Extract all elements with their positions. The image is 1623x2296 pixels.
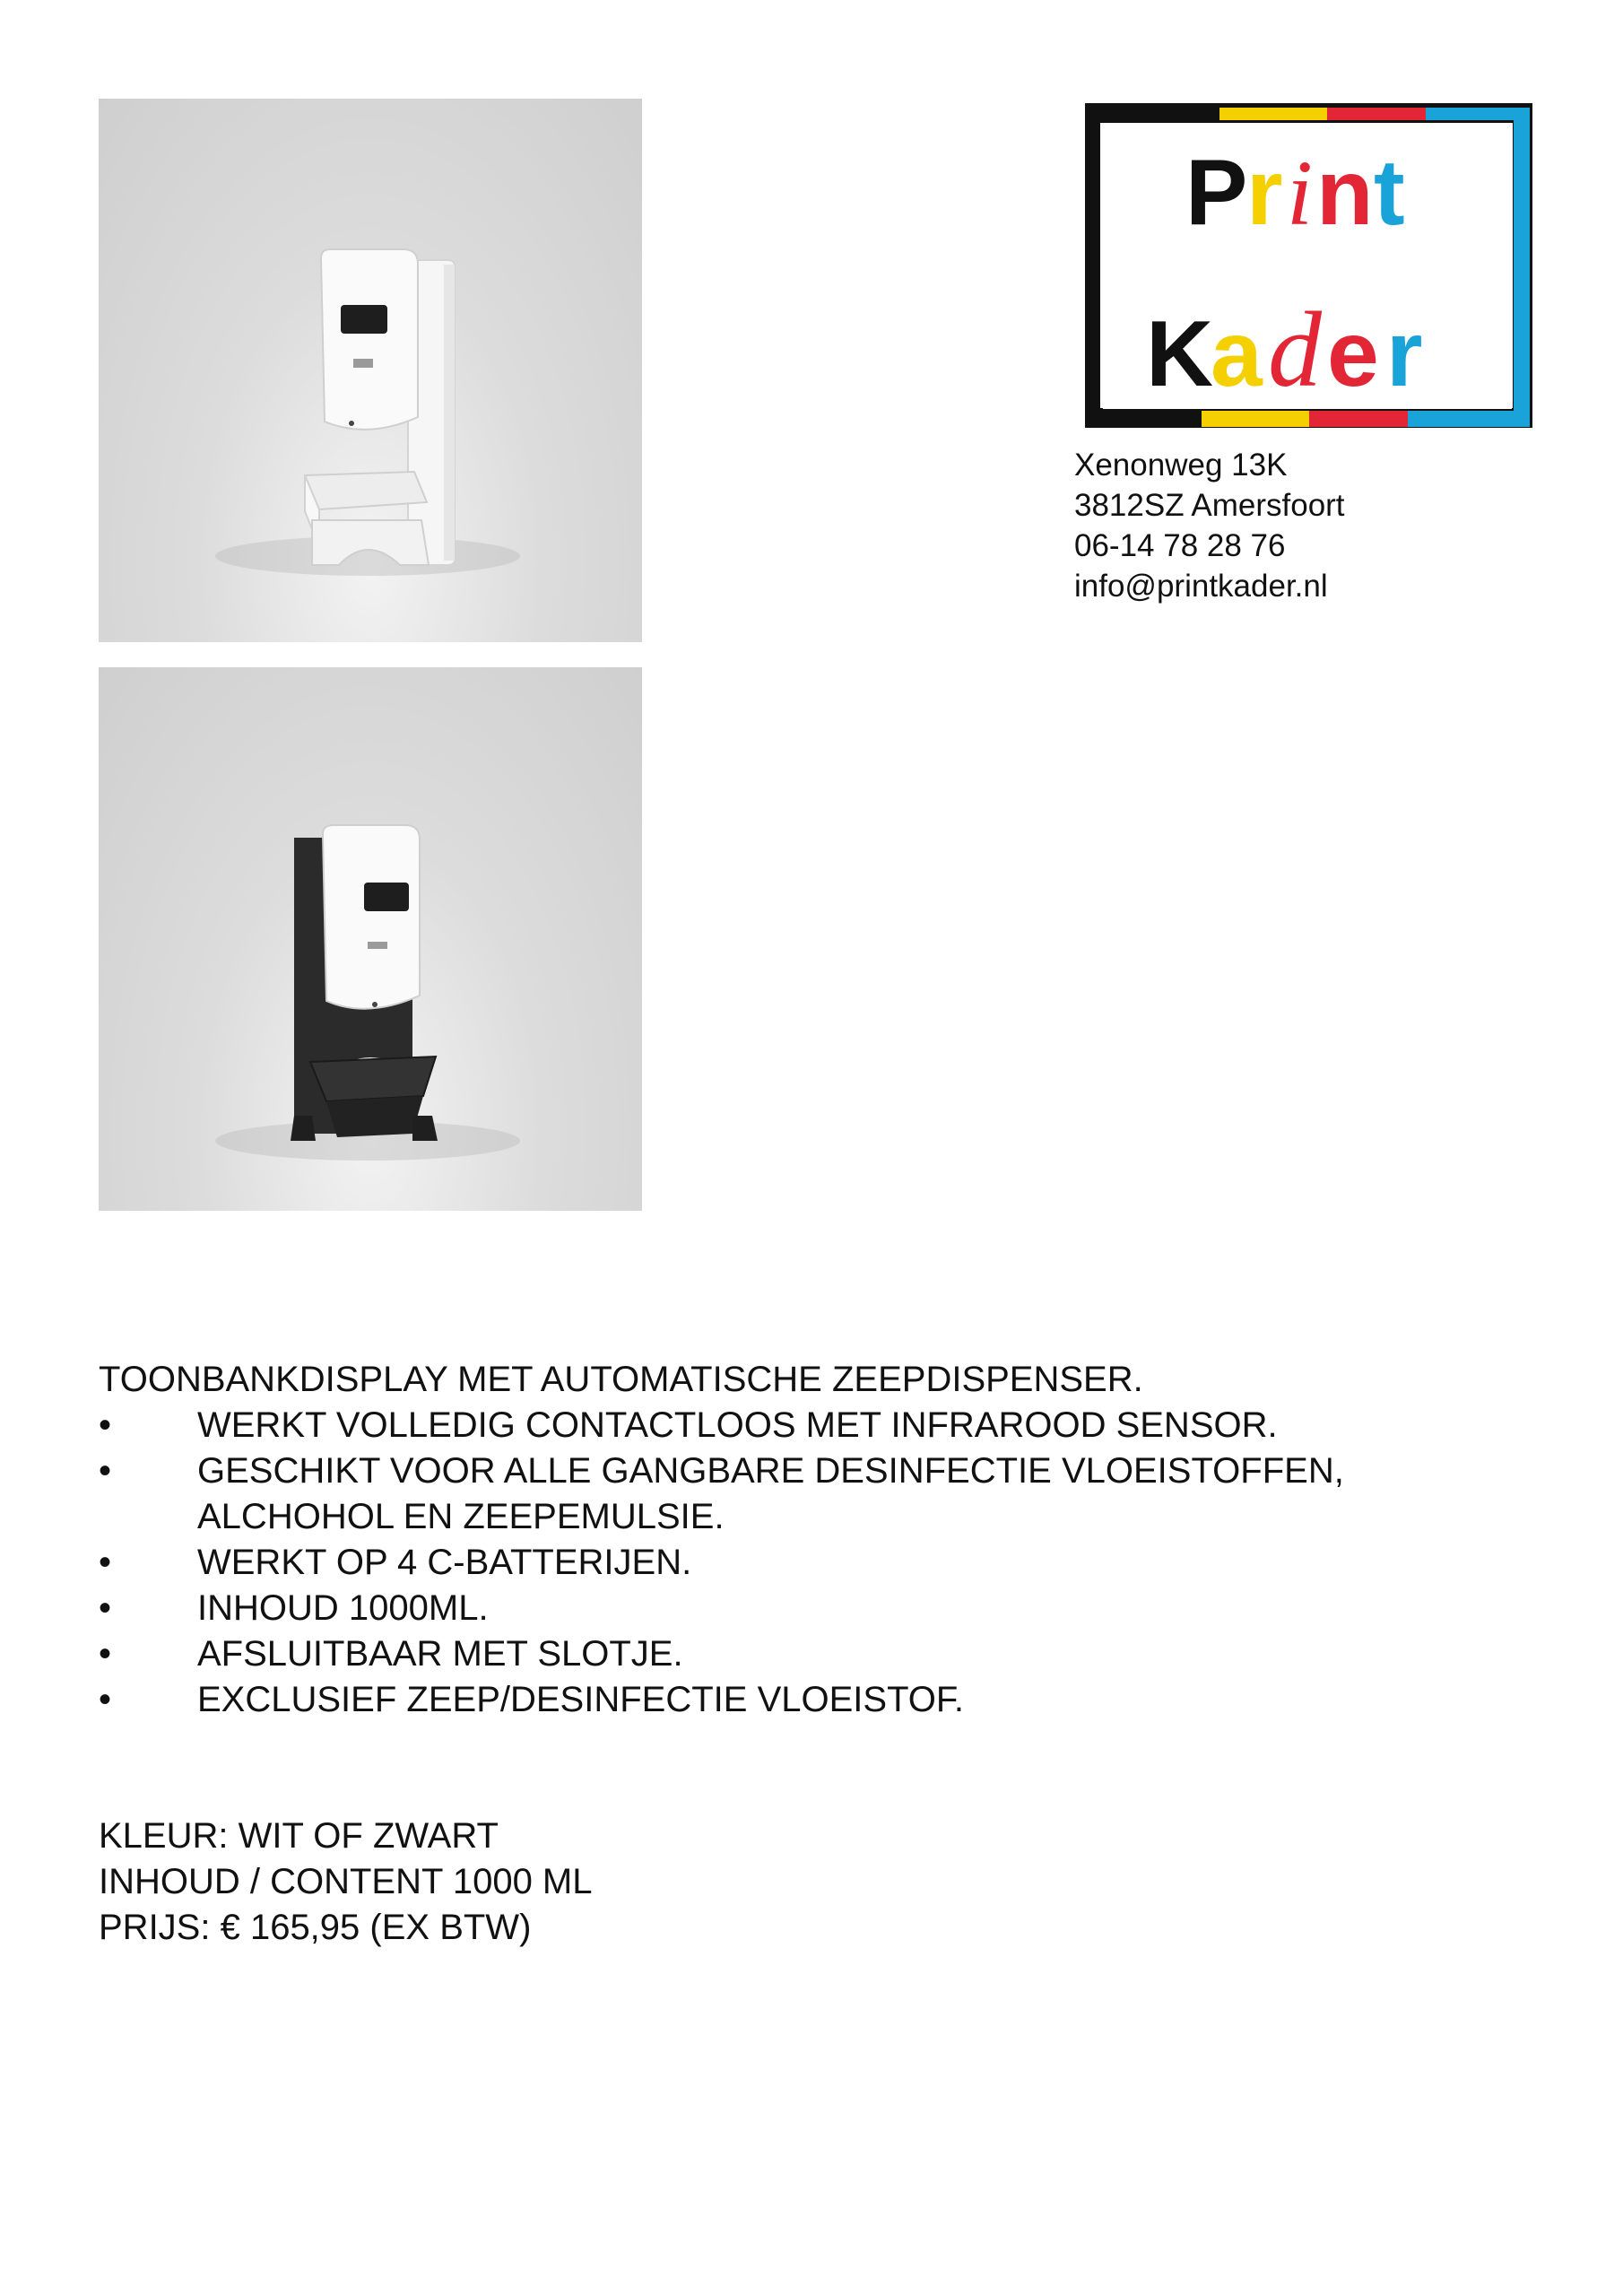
logo-letter-i: i (1287, 142, 1313, 245)
black-dispenser-stand-illustration (99, 667, 642, 1211)
product-photo-white (99, 99, 642, 642)
spec-color: KLEUR: WIT OF ZWART (99, 1816, 499, 1856)
logo-letter-n: n (1316, 141, 1374, 245)
product-description (99, 1357, 1497, 1723)
spec-price: PRIJS: € 165,95 (EX BTW) (99, 1908, 532, 1947)
logo-letter-k: K (1146, 302, 1214, 406)
address-street: Xenonweg 13K (1074, 448, 1288, 483)
logo-letter-t: t (1374, 141, 1405, 245)
feature-item (99, 1631, 1497, 1677)
feature-item (99, 1403, 1497, 1448)
bullet-icon: • (99, 1405, 112, 1445)
bullet-icon: • (99, 1588, 112, 1628)
feature-text: WERKT VOLLEDIG CONTACTLOOS MET INFRAROOD SENSOR. (197, 1405, 1278, 1445)
feature-item (99, 1448, 1497, 1540)
logo-letter-a: a (1211, 302, 1263, 406)
address-city: 3812SZ Amersfoort (1074, 488, 1345, 523)
logo-frame (1085, 100, 1533, 432)
feature-text: EXCLUSIEF ZEEP/DESINFECTIE VLOEISTOF. (197, 1680, 965, 1719)
feature-item (99, 1586, 1497, 1631)
feature-item (99, 1677, 1497, 1723)
contact-phone: 06-14 78 28 76 (1074, 528, 1286, 563)
logo-letter-p: P (1185, 141, 1248, 245)
bullet-icon: • (99, 1543, 112, 1582)
logo-letter-r2: r (1386, 302, 1423, 406)
logo-letter-d: d (1268, 290, 1322, 409)
feature-text: AFSLUITBAAR MET SLOTJE. (197, 1634, 683, 1674)
product-photo-black (99, 667, 642, 1211)
feature-list (99, 1403, 1497, 1723)
feature-text: WERKT OP 4 C-BATTERIJEN. (197, 1543, 692, 1582)
bullet-icon: • (99, 1634, 112, 1674)
contact-address (1074, 445, 1345, 606)
contact-email: info@printkader.nl (1074, 569, 1328, 604)
logo-letter-e: e (1327, 302, 1379, 406)
print-kader-logo (1085, 100, 1533, 432)
bullet-icon: • (99, 1680, 112, 1719)
spec-content: INHOUD / CONTENT 1000 ML (99, 1862, 593, 1901)
logo-letter-r: r (1246, 141, 1283, 245)
product-headline: TOONBANKDISPLAY MET AUTOMATISCHE ZEEPDISPENSER. (99, 1360, 1143, 1399)
white-dispenser-stand-illustration (99, 99, 642, 642)
feature-text: GESCHIKT VOOR ALLE GANGBARE DESINFECTIE VLOEISTOFFEN, ALCHOHOL EN ZEEPEMULSIE. (197, 1451, 1344, 1536)
bullet-icon: • (99, 1451, 112, 1491)
product-specs (99, 1813, 593, 1951)
feature-text: INHOUD 1000ML. (197, 1588, 489, 1628)
feature-item (99, 1540, 1497, 1586)
